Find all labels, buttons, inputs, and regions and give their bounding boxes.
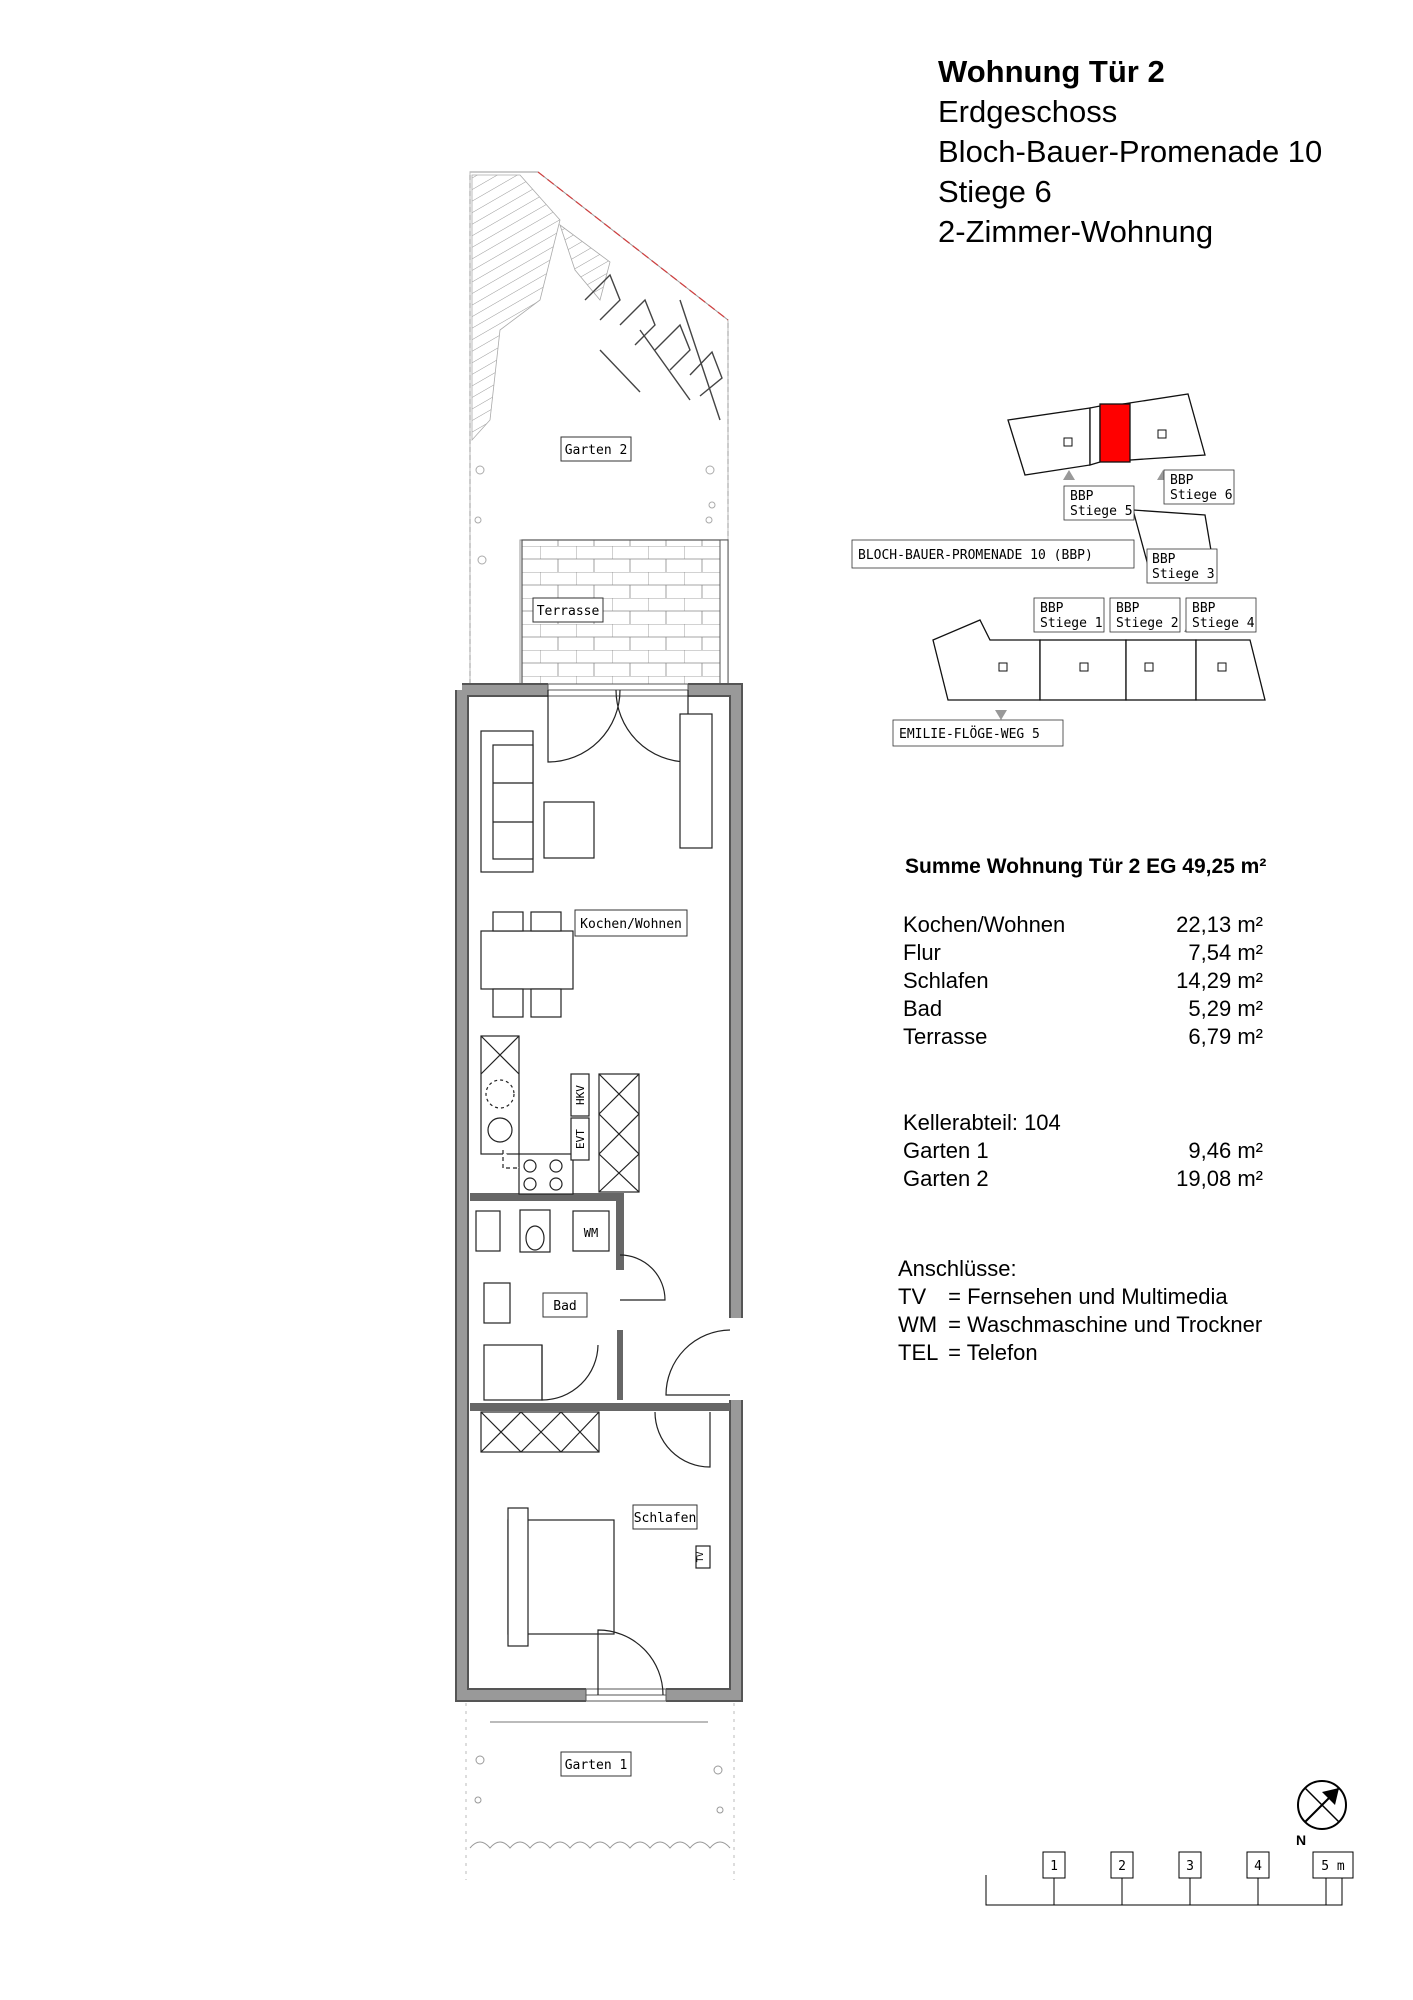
bedroom-furniture [481, 1412, 710, 1695]
area-value: 14,29 m² [1176, 968, 1263, 993]
site-bbp-1: BBP [1040, 601, 1064, 616]
label-garten-2: Garten 2 [564, 443, 628, 458]
label-terrasse: Terrasse [536, 604, 600, 619]
area-value: 7,54 m² [1188, 940, 1263, 965]
label-bad: Bad [553, 1299, 577, 1314]
bathroom-fixtures [476, 1210, 730, 1400]
apartment-type: 2-Zimmer-Wohnung [938, 214, 1214, 249]
site-stiege-1: Stiege 1 [1040, 616, 1103, 631]
scale-tick-1: 1 [1050, 1859, 1058, 1874]
highlighted-stiege [1100, 404, 1130, 462]
site-bbp-2: BBP [1116, 601, 1140, 616]
site-street-bbp: BLOCH-BAUER-PROMENADE 10 (BBP) [858, 548, 1093, 563]
address: Bloch-Bauer-Promenade 10 [938, 134, 1323, 169]
living-furniture [481, 690, 712, 1017]
label-garten-1: Garten 1 [564, 1758, 628, 1773]
extra-value: 19,08 m² [1176, 1166, 1263, 1191]
scale-tick-4: 4 [1254, 1859, 1262, 1874]
north-arrow-icon [1296, 1781, 1346, 1848]
site-stiege-6: Stiege 6 [1170, 488, 1233, 503]
legend-abbr: TEL [898, 1340, 939, 1365]
kitchen-counter [481, 1036, 639, 1194]
area-name: Kochen/Wohnen [903, 912, 1066, 937]
site-street-efw: EMILIE-FLÖGE-WEG 5 [899, 727, 1040, 742]
area-name: Schlafen [903, 968, 989, 993]
area-total: Summe Wohnung Tür 2 EG 49,25 m² [905, 855, 1267, 878]
site-stiege-2: Stiege 2 [1116, 616, 1179, 631]
scale-tick-2: 2 [1118, 1859, 1126, 1874]
label-evt: EVT [574, 1129, 587, 1149]
area-value: 5,29 m² [1188, 996, 1263, 1021]
site-stiege-3: Stiege 3 [1152, 567, 1215, 582]
area-name: Bad [903, 996, 943, 1021]
site-bbp-4: BBP [1192, 601, 1216, 616]
apartment-title: Wohnung Tür 2 [938, 54, 1165, 89]
site-bbp-3: BBP [1152, 552, 1176, 567]
scale-bar [986, 1852, 1353, 1905]
site-bbp-6: BBP [1170, 473, 1194, 488]
extra-name: Garten 2 [903, 1166, 989, 1191]
label-hkv: HKV [574, 1085, 587, 1105]
floor-name: Erdgeschoss [938, 94, 1118, 129]
legend-abbr: TV [898, 1284, 927, 1309]
area-value: 22,13 m² [1176, 912, 1263, 937]
site-plan [852, 394, 1265, 746]
scale-tick-5: 5 m [1321, 1859, 1345, 1874]
extra-value: 9,46 m² [1188, 1138, 1263, 1163]
legend-text: = Telefon [948, 1340, 1038, 1365]
legend-text: = Fernsehen und Multimedia [948, 1284, 1228, 1309]
terrace-area [522, 540, 728, 690]
label-wm: WM [583, 1226, 599, 1240]
area-name: Flur [903, 940, 941, 965]
north-label: N [1296, 1832, 1307, 1848]
site-stiege-4: Stiege 4 [1192, 616, 1255, 631]
extra-name: Garten 1 [903, 1138, 989, 1163]
legend-abbr: WM [898, 1312, 938, 1337]
site-stiege-5: Stiege 5 [1070, 504, 1133, 519]
label-kochen-wohnen: Kochen/Wohnen [580, 917, 682, 932]
kellerabteil: Kellerabteil: 104 [903, 1110, 1061, 1135]
legend-text: = Waschmaschine und Trockner [948, 1312, 1263, 1337]
label-schlafen: Schlafen [633, 1511, 697, 1526]
staircase: Stiege 6 [938, 174, 1052, 209]
scale-tick-3: 3 [1186, 1859, 1194, 1874]
area-name: Terrasse [903, 1024, 988, 1049]
garden-1-area [466, 1703, 734, 1880]
site-bbp-5: BBP [1070, 489, 1094, 504]
area-value: 6,79 m² [1188, 1024, 1263, 1049]
legend-heading: Anschlüsse: [898, 1256, 1017, 1281]
label-tv: TV [696, 1551, 706, 1563]
